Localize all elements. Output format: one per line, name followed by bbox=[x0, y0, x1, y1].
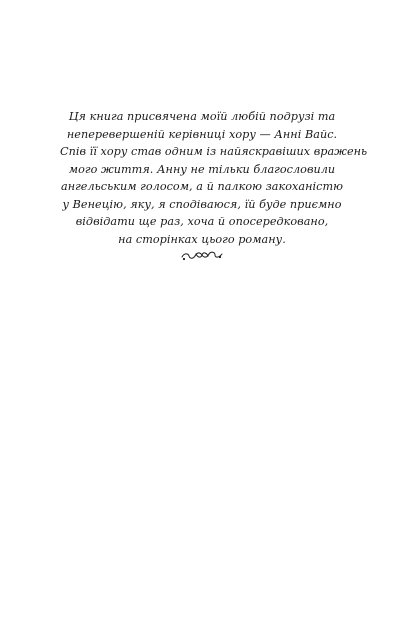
dedication-text bbox=[60, 108, 368, 248]
dedication-line: Спів її хору став одним із найяскравіших вражень bbox=[60, 145, 368, 158]
dedication-line: Ця книга присвячена моїй любій подрузі та bbox=[68, 110, 336, 123]
flourish-ornament-icon bbox=[181, 247, 223, 263]
dedication-line: неперевершеній керівниці хору — Анні Вайс. bbox=[66, 127, 338, 141]
dedication-line: у Венецію, яку, я сподіваюся, їй буде приємно bbox=[62, 197, 342, 211]
dedication-line: ангельським голосом, а й палкою закоханістю bbox=[60, 180, 344, 193]
dedication-line: на сторінках цього роману. bbox=[118, 232, 286, 246]
dedication-line: відвідати ще раз, хоча й опосередковано, bbox=[75, 215, 329, 228]
dedication-line: мого життя. Анну не тільки благословили bbox=[68, 162, 336, 176]
